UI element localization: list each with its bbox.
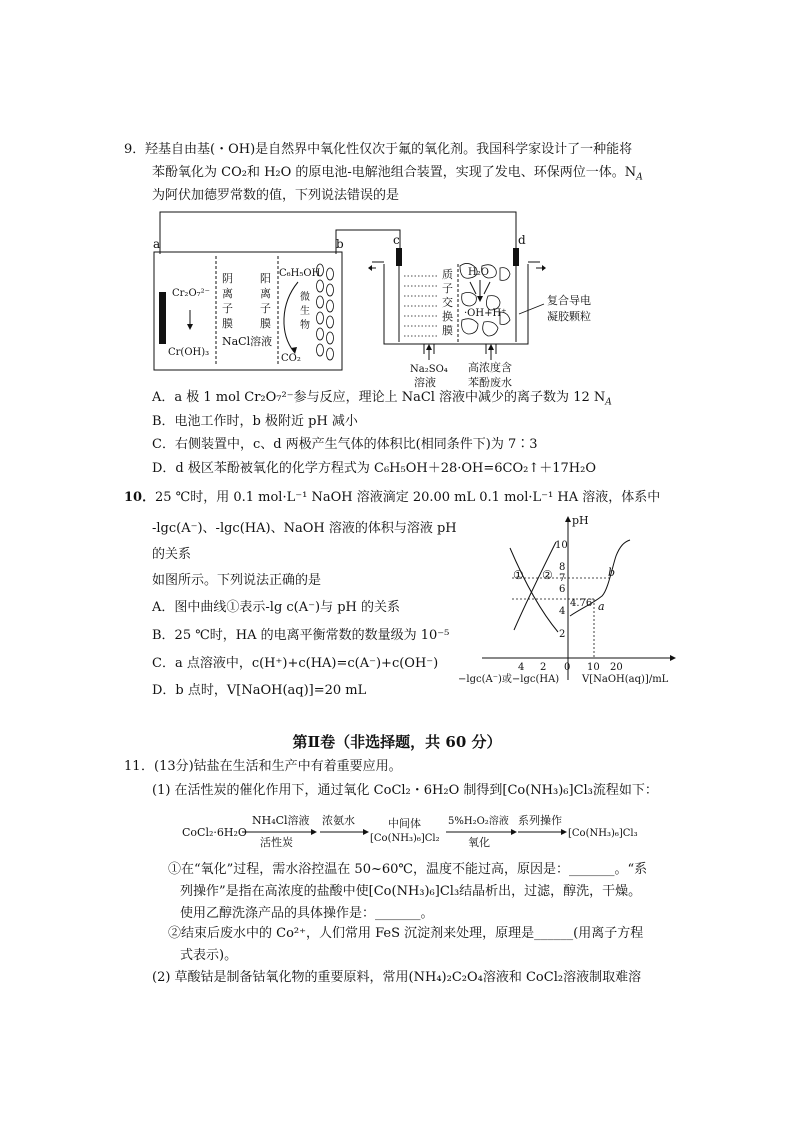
series-1-label: ① — [513, 568, 524, 582]
na2so4-label: Na₂SO₄ — [410, 364, 448, 375]
flow-start: CoCl₂·6H₂O — [182, 826, 247, 839]
co2-label: CO₂ — [281, 353, 301, 364]
q10-option-d: D．b 点时，V[NaOH(aq)]=20 mL — [152, 683, 367, 698]
label-c: c — [393, 233, 400, 247]
q10-option-b: B．25 ℃时，HA 的电离平衡常数的数量级为 10⁻⁵ — [152, 628, 450, 643]
q11-intro: ．(13分)钴盐在生活和生产中有着重要应用。 — [141, 759, 402, 774]
q10-line-2: -lgc(A⁻)、-lgc(HA)、NaOH 溶液的体积与溶液 pH — [152, 521, 457, 536]
flow-step2-top: 浓氨水 — [322, 814, 355, 827]
cation-membrane-2: 离 — [260, 287, 271, 300]
flow-step3-bottom: 氧化 — [468, 836, 490, 849]
y-tick-6: 6 — [559, 584, 566, 595]
y-axis-label: pH — [572, 514, 589, 527]
q11-part-2: (2) 草酸钴是制备钴氧化物的重要原料，常用(NH₄)₂C₂O₄溶液和 CoCl₂溶液制取难溶 — [152, 970, 642, 985]
q9-option-c: C．右侧装置中，c、d 两极产生气体的体积比(相同条件下)为 7∶3 — [152, 437, 538, 452]
cation-membrane-3: 子 — [260, 302, 271, 315]
q9-option-b: B．电池工作时，b 极附近 pH 减小 — [152, 414, 358, 429]
x-tick-left-4: 4 — [518, 662, 525, 673]
section-title: 第Ⅱ卷（非选择题，共 60 分） — [292, 733, 502, 751]
q10-option-c: C．a 点溶液中，c(H⁺)+c(HA)=c(A⁻)+c(OH⁻) — [152, 656, 439, 671]
curve-2 — [514, 542, 556, 630]
flow-mid-bottom: [Co(NH₃)₆]Cl₂ — [370, 833, 440, 844]
q11-part-1: (1) 在活性炭的催化作用下，通过氧化 CoCl₂・6H₂O 制得到[Co(NH₃)₆]Cl₃流程如下： — [152, 783, 658, 798]
y-tick-8: 8 — [559, 562, 566, 573]
q10-option-a: A．图中曲线①表示-lg c(A⁻)与 pH 的关系 — [152, 600, 400, 615]
proton-membrane-1: 质 — [442, 268, 453, 281]
na2so4-solution-label: 溶液 — [414, 376, 436, 389]
q11-sub1-line-3: 使用乙醇洗涤产品的具体操作是：_______。 — [180, 906, 434, 921]
q10-line-3: 的关系 — [152, 547, 192, 562]
y-tick-4: 4 — [559, 606, 566, 617]
q11-sub1-line-2: 列操作”是指在高浓度的盐酸中使[Co(NH₃)₆]Cl₃结晶析出，过滤，醇洗，干燥。 — [180, 884, 642, 899]
h2o-label: H₂O — [468, 267, 489, 278]
cr2o7-label: Cr₂O₇²⁻ — [172, 288, 210, 299]
composite-gel-1: 复合导电 — [547, 294, 591, 307]
flow-step3-top: 5%H₂O₂溶液 — [448, 816, 509, 827]
x-tick-origin: 0 — [564, 662, 571, 673]
q9-line-2: 苯酚氧化为 CO₂和 H₂O 的原电池-电解池组合装置，实现了发电、环保两位一体。$N_A$ — [152, 165, 643, 183]
q9-line-1: 羟基自由基(・OH)是自然界中氧化性仅次于氟的氧化剂。我国科学家设计了一种能将 — [145, 142, 633, 157]
q9-option-a: A．a 极 1 mol Cr₂O₇²⁻参与反应，理论上 NaCl 溶液中减少的离子数为 12 $N_A$ — [152, 390, 612, 408]
anion-membrane-2: 离 — [222, 287, 233, 300]
y-tick-10: 10 — [555, 540, 568, 551]
wastewater-label-1: 高浓度含 — [468, 361, 512, 374]
q11-number: 11 — [124, 759, 141, 774]
microbe-3: 物 — [300, 320, 310, 331]
q10-number: 10． — [124, 490, 156, 505]
flow-step4-top: 系列操作 — [518, 814, 562, 827]
x-tick-right-10: 10 — [587, 662, 600, 673]
q11-sub2-line-2: 式表示)。 — [180, 948, 238, 963]
cation-membrane-4: 膜 — [260, 317, 271, 330]
croh3-label: Cr(OH)₃ — [168, 347, 210, 358]
q9-option-d: D．d 极区苯酚被氧化的化学方程式为 C₆H₅OH＋28·OH=6CO₂↑＋17H₂O — [152, 461, 596, 476]
anion-membrane-1: 阴 — [222, 272, 233, 285]
point-a-label: a — [598, 600, 605, 613]
composite-gel-2: 凝胶颗粒 — [547, 310, 591, 323]
oh-h-label: ·OH+H⁺ — [464, 308, 507, 319]
label-a: a — [153, 237, 161, 251]
q11-flow-diagram — [180, 810, 650, 856]
y-tick-2: 2 — [559, 629, 566, 640]
q11-sub1-line-1: ①在“氧化”过程，需水浴控温在 50~60℃，温度不能过高，原因是：_______。“系 — [168, 862, 648, 877]
anion-membrane-3: 子 — [222, 302, 233, 315]
flow-step1-bottom: 活性炭 — [260, 836, 293, 849]
series-2-label: ② — [542, 568, 553, 582]
ph-titration-chart — [452, 512, 682, 687]
microbe-1: 微 — [300, 292, 310, 303]
proton-membrane-2: 子 — [442, 282, 453, 295]
y-tick-4-76: 4.76 — [570, 598, 593, 609]
anion-membrane-4: 膜 — [222, 317, 233, 330]
nacl-label: NaCl溶液 — [222, 335, 273, 348]
q9-number: 9． — [124, 142, 146, 157]
q10-line-4: 如图所示。下列说法正确的是 — [152, 573, 322, 588]
curve-1 — [510, 548, 558, 632]
proton-membrane-3: 交 — [442, 296, 453, 309]
proton-membrane-5: 膜 — [442, 324, 453, 337]
wastewater-label-2: 苯酚废水 — [468, 376, 512, 389]
x-axis-label-right: V[NaOH(aq)]/mL — [582, 674, 669, 685]
y-tick-7: 7 — [559, 573, 566, 584]
flow-end: [Co(NH₃)₆]Cl₃ — [568, 828, 638, 839]
q9-apparatus-diagram — [148, 204, 668, 394]
proton-membrane-4: 换 — [442, 310, 453, 323]
flow-mid-top: 中间体 — [388, 817, 421, 830]
q9-line-3: 为阿伏加德罗常数的值，下列说法错误的是 — [152, 188, 400, 203]
label-d: d — [518, 233, 526, 247]
q11-sub2-line-1: ②结束后废水中的 Co²⁺，人们常用 FeS 沉淀剂来处理，原理是______(用离子方程 — [168, 926, 644, 941]
x-tick-right-20: 20 — [610, 662, 623, 673]
x-axis-label-left: −lgc(A⁻)或−lgc(HA) — [458, 674, 560, 685]
microbe-2: 生 — [300, 306, 310, 317]
cation-membrane-1: 阳 — [260, 272, 271, 285]
flow-step1-top: NH₄Cl溶液 — [252, 814, 310, 827]
phenol-label: C₆H₅OH — [279, 268, 321, 279]
x-tick-left-2: 2 — [540, 662, 547, 673]
point-b-label: b — [608, 566, 616, 579]
q10-line-1: 25 ℃时，用 0.1 mol·L⁻¹ NaOH 溶液滴定 20.00 mL 0.1 mol·L⁻¹ HA 溶液，体系中 — [155, 490, 661, 505]
label-b: b — [336, 237, 344, 251]
